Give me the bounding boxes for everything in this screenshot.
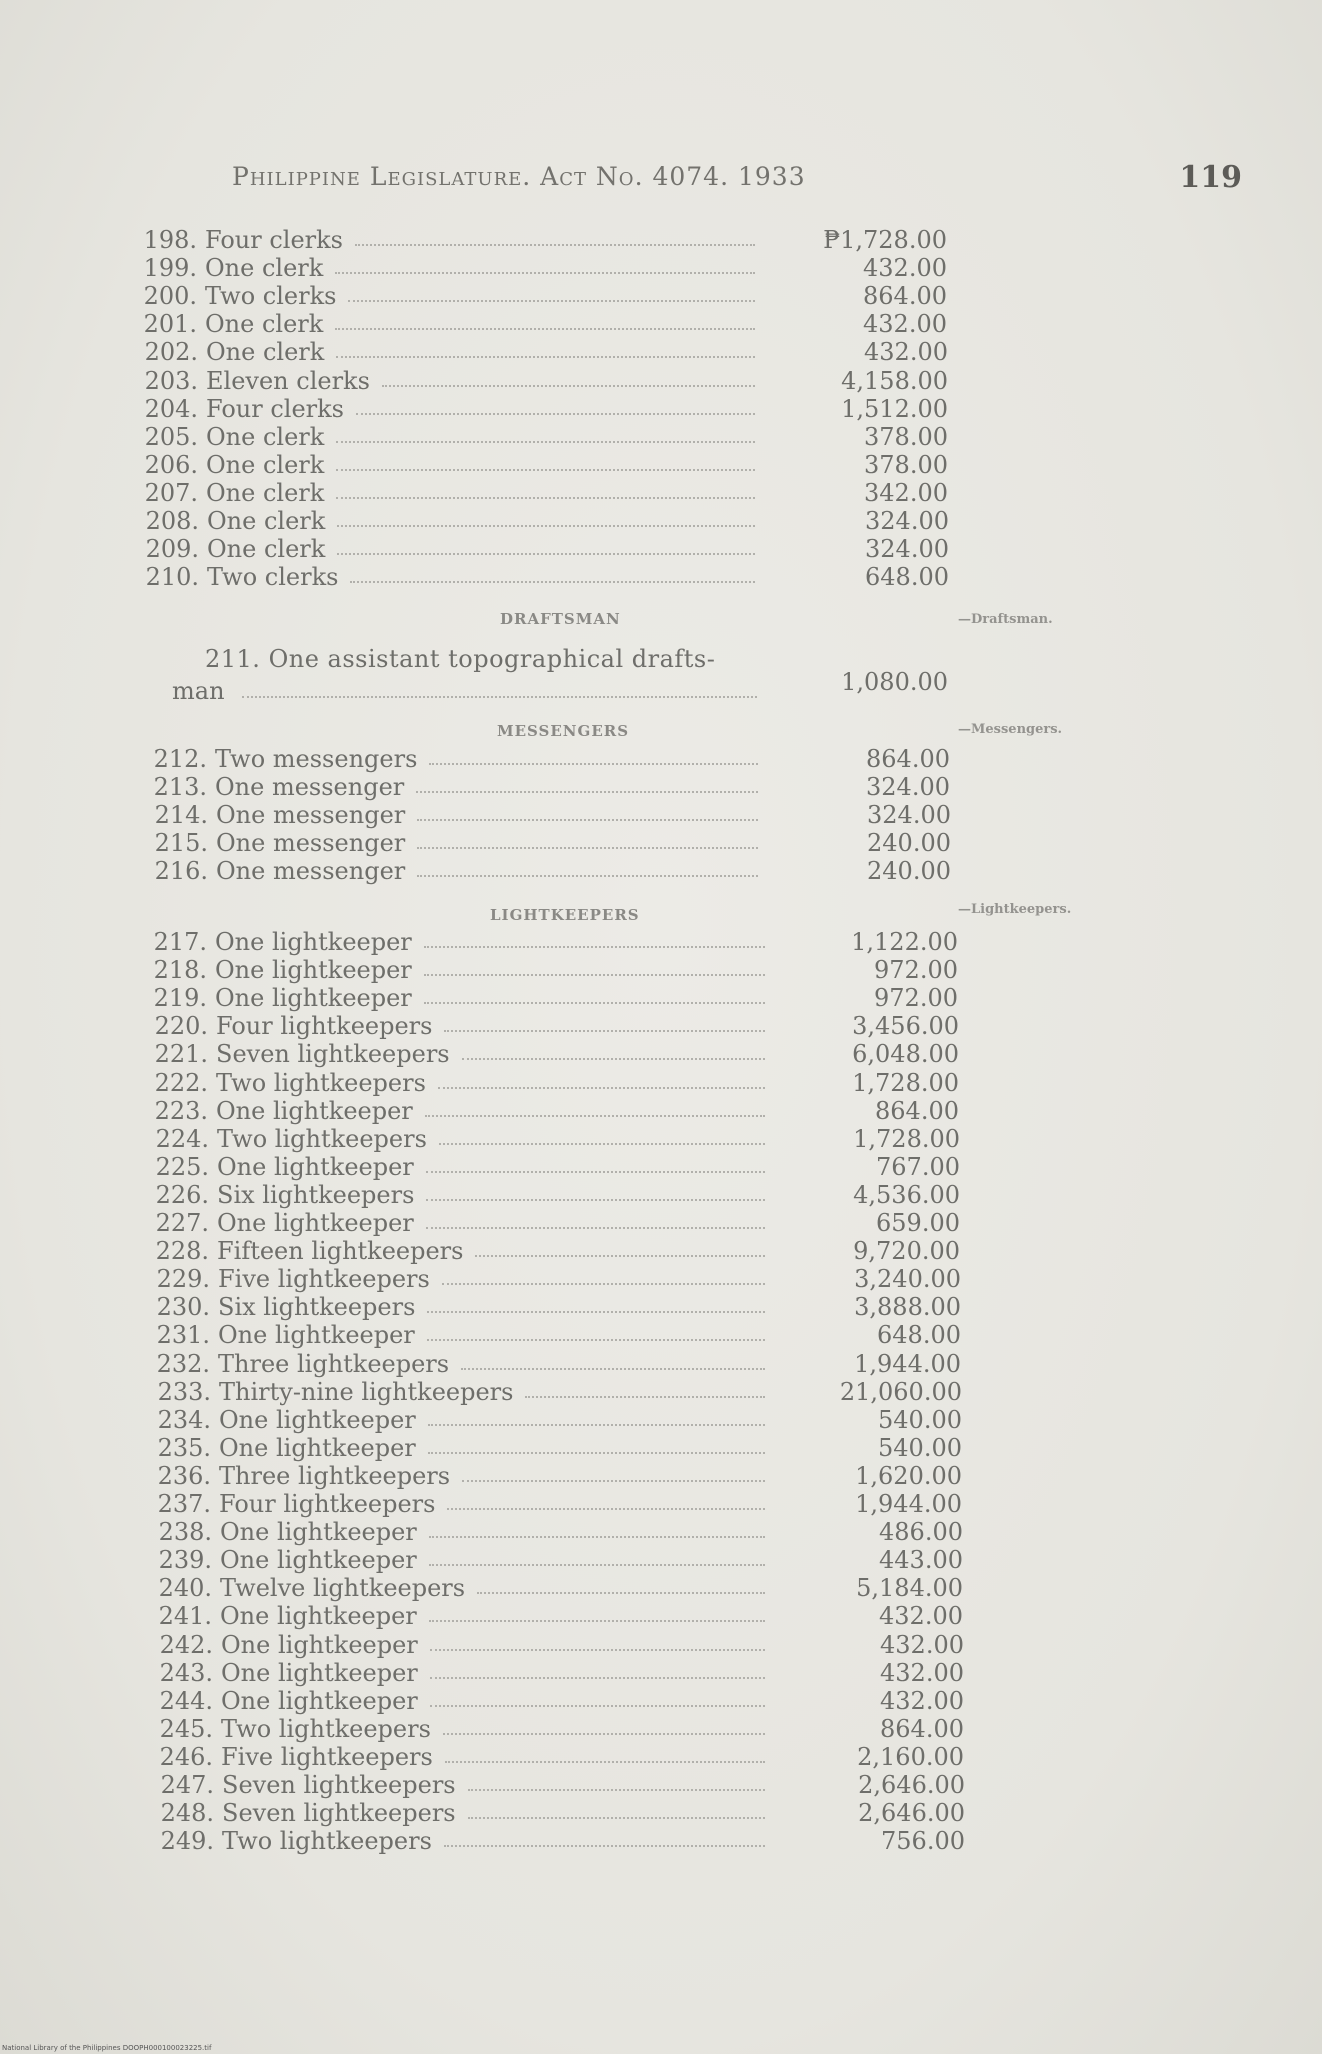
item-amount: 1,728.00 (853, 1124, 960, 1153)
running-header (232, 162, 1242, 198)
item-number: 202. (144, 338, 198, 367)
item-amount: 21,060.00 (839, 1377, 962, 1406)
dot-leader (426, 1143, 765, 1173)
item-label: One lightkeeper (221, 1658, 418, 1687)
item-number: 221. (154, 1040, 208, 1069)
item-number: 235. (157, 1433, 211, 1462)
item-label: One lightkeeper (217, 1209, 414, 1237)
item-amount: 432.00 (864, 338, 948, 367)
item-amount: 324.00 (866, 773, 950, 802)
item-amount: 240.00 (867, 857, 951, 886)
item-number: 234. (157, 1405, 211, 1434)
item-number: 232. (156, 1349, 210, 1378)
item-amount: 2,646.00 (858, 1771, 965, 1799)
section-heading-draftsman: DRAFTSMAN (500, 610, 621, 628)
item-label: Seven lightkeepers (222, 1799, 456, 1828)
dot-leader (461, 1340, 765, 1370)
dot-leader (355, 216, 755, 246)
section-heading-lightkeepers: LIGHTKEEPERS (490, 906, 640, 924)
item-label: Two clerks (207, 563, 339, 592)
header-title: Philippine Legislature. Act No. 4074. 1933 (232, 162, 806, 191)
item-number: 241. (158, 1602, 212, 1631)
item-label: One clerk (206, 478, 325, 507)
list-item (129, 563, 757, 591)
item-label: One messenger (216, 801, 406, 830)
dot-leader (429, 1536, 765, 1566)
item-number: 248. (160, 1799, 214, 1828)
item-label: One clerk (207, 535, 326, 564)
item-number: 231. (156, 1321, 210, 1350)
item-number: 237. (157, 1490, 211, 1518)
dot-leader (438, 1059, 765, 1089)
dot-leader (427, 1311, 765, 1341)
item-number: 199. (143, 254, 197, 283)
dot-leader (335, 244, 755, 274)
dot-leader (426, 1171, 765, 1201)
dot-leader (417, 819, 758, 849)
item-amount: 324.00 (867, 801, 951, 830)
item-number: 224. (155, 1124, 209, 1153)
item-amount: 1,728.00 (852, 1068, 959, 1097)
item-amount: 4,158.00 (841, 366, 948, 395)
item-label: Six lightkeepers (218, 1293, 416, 1322)
item-number: 245. (159, 1714, 213, 1743)
item-amount: 864.00 (863, 282, 947, 311)
item-number: 244. (159, 1686, 213, 1715)
item-amount: 756.00 (881, 1827, 965, 1856)
item-number: 210. (145, 563, 199, 592)
dot-leader (444, 1817, 765, 1847)
item-label: Thirty-nine lightkeepers (219, 1377, 514, 1406)
dot-leader (424, 974, 765, 1004)
item-number: 233. (157, 1377, 211, 1406)
item-number: 213. (153, 773, 207, 802)
item-number: 200. (143, 282, 197, 311)
dot-leader (427, 1283, 765, 1313)
item-label: Five lightkeepers (221, 1742, 433, 1771)
item-label: Four clerks (206, 394, 344, 423)
dot-leader (242, 668, 757, 698)
item-number: 230. (156, 1293, 210, 1322)
marginal-note-messengers: —Messengers. (958, 722, 1063, 737)
dot-leader (429, 735, 758, 765)
item-number: 243. (159, 1658, 213, 1687)
item-amount: 972.00 (874, 984, 958, 1013)
dot-leader (350, 553, 755, 583)
dot-leader (416, 763, 758, 793)
item-amount: 767.00 (876, 1152, 960, 1181)
item-number: 229. (156, 1265, 210, 1294)
item-amount: 324.00 (865, 507, 949, 535)
item-label: Two clerks (205, 282, 337, 311)
item-amount: 864.00 (866, 745, 950, 773)
item-amount: 432.00 (863, 310, 947, 339)
item-amount: 378.00 (864, 422, 948, 451)
marginal-note-draftsman: —Draftsman. (958, 612, 1053, 627)
item-number: 205. (144, 422, 198, 451)
item-number: 215. (154, 829, 208, 858)
item-label: One clerk (205, 310, 324, 339)
dot-leader (335, 300, 755, 330)
item-amount: 378.00 (864, 450, 948, 479)
item-number: 226. (155, 1180, 209, 1209)
item-number: 212. (153, 745, 207, 773)
item-label: One lightkeeper (220, 1546, 417, 1575)
item-label: One lightkeeper (216, 1096, 413, 1125)
item-number: 204. (144, 394, 198, 423)
item-amount: 9,720.00 (853, 1237, 960, 1266)
dot-leader (430, 1649, 765, 1679)
item-amount: 486.00 (879, 1518, 963, 1547)
item-number: 246. (159, 1742, 213, 1771)
item-amount: 1,620.00 (855, 1461, 962, 1490)
item-label: One clerk (206, 450, 325, 479)
item-label: Fifteen lightkeepers (217, 1237, 464, 1266)
item-amount: 3,456.00 (852, 1012, 959, 1041)
item-amount: 3,888.00 (854, 1293, 961, 1322)
item-label: One lightkeeper (215, 956, 412, 985)
item-number: 247. (160, 1771, 214, 1799)
item-label: One lightkeeper (215, 984, 412, 1013)
dot-leader (475, 1227, 765, 1257)
item-number: 219. (153, 984, 207, 1013)
item-amount: 1,944.00 (854, 1349, 961, 1378)
item-label: Two lightkeepers (221, 1714, 431, 1743)
dot-leader (445, 1733, 765, 1763)
list-item (144, 1827, 772, 1855)
item-number: 206. (144, 450, 198, 479)
section-heading-messengers: MESSENGERS (497, 722, 630, 740)
item-label: One clerk (206, 338, 325, 367)
dot-leader (444, 1002, 765, 1032)
item-amount: 3,240.00 (854, 1265, 961, 1294)
dot-leader (429, 1592, 765, 1622)
item-number: 225. (155, 1152, 209, 1181)
item-label: Two lightkeepers (217, 1124, 427, 1153)
item-amount: 1,122.00 (851, 928, 958, 956)
item-label: One lightkeeper (221, 1686, 418, 1715)
item-label: One lightkeeper (219, 1405, 416, 1434)
dot-leader (382, 357, 755, 387)
item-label: One clerk (205, 254, 324, 283)
item-number: 249. (160, 1827, 214, 1856)
dot-leader (477, 1564, 765, 1594)
item-amount: 648.00 (877, 1321, 961, 1350)
dot-leader (430, 1677, 765, 1707)
list-item (138, 857, 759, 885)
item-label: One messenger (215, 773, 405, 802)
item-number: 201. (143, 310, 197, 339)
item-label: One clerk (207, 507, 326, 535)
dot-leader (430, 1621, 765, 1651)
item-amount: 5,184.00 (856, 1574, 963, 1603)
item-amount: 540.00 (878, 1433, 962, 1462)
item-label: One lightkeeper (220, 1518, 417, 1547)
dot-leader (425, 1087, 765, 1117)
item-number: 217. (153, 928, 207, 956)
dot-leader (336, 469, 755, 499)
item-amount: 432.00 (880, 1686, 964, 1715)
dot-leader (424, 946, 765, 976)
dot-leader (439, 1115, 765, 1145)
item-number: 227. (155, 1209, 209, 1237)
item-label: Two messengers (215, 745, 418, 773)
scan-footer-tag: National Library of the Philippines DOOPH000100023225.tif (2, 2044, 212, 2052)
item-number: 240. (158, 1574, 212, 1603)
item-label: Four lightkeepers (219, 1490, 436, 1518)
item-amount: 324.00 (865, 535, 949, 564)
draftsman-item-line1: 211. One assistant topographical drafts- (205, 645, 716, 673)
dot-leader (428, 1424, 765, 1454)
item-number: 222. (154, 1068, 208, 1097)
item-label: One clerk (206, 422, 325, 451)
item-label: One lightkeeper (215, 928, 412, 956)
item-amount: 540.00 (878, 1405, 962, 1434)
dot-leader (336, 413, 755, 443)
item-number: 214. (154, 801, 208, 830)
item-amount: 443.00 (879, 1546, 963, 1575)
item-label: Twelve lightkeepers (220, 1574, 466, 1603)
item-label: Seven lightkeepers (222, 1771, 456, 1799)
item-amount: 432.00 (879, 1602, 963, 1631)
item-label: Eleven clerks (206, 366, 370, 395)
item-number: 238. (158, 1518, 212, 1547)
draftsman-amount: 1,080.00 (841, 668, 948, 696)
item-label: Two lightkeepers (216, 1068, 426, 1097)
item-number: 216. (154, 857, 208, 886)
dot-leader (424, 918, 765, 948)
item-number: 239. (158, 1546, 212, 1575)
dot-leader (429, 1508, 765, 1538)
item-number: 223. (154, 1096, 208, 1125)
draftsman-item-line2 (172, 676, 762, 706)
dot-leader (462, 1452, 765, 1482)
item-amount: 1,512.00 (841, 394, 948, 423)
item-label: Two lightkeepers (222, 1827, 432, 1856)
item-number: 207. (144, 478, 198, 507)
item-amount: 864.00 (880, 1714, 964, 1743)
item-amount: 240.00 (867, 829, 951, 858)
item-number: 228. (155, 1237, 209, 1266)
dot-leader (468, 1789, 765, 1819)
item-label: Four clerks (205, 226, 343, 254)
dot-leader (426, 1199, 765, 1229)
item-label: One messenger (216, 857, 406, 886)
dot-leader (337, 497, 755, 527)
page-number: 119 (1179, 160, 1242, 195)
dot-leader (348, 272, 755, 302)
item-amount: 432.00 (880, 1658, 964, 1687)
item-label: Five lightkeepers (218, 1265, 430, 1294)
dot-leader (462, 1030, 765, 1060)
dot-leader (336, 328, 755, 358)
item-amount: 2,160.00 (857, 1742, 964, 1771)
item-number: 220. (154, 1012, 208, 1041)
item-amount: 6,048.00 (852, 1040, 959, 1069)
item-label: One lightkeeper (218, 1321, 415, 1350)
item-amount: 432.00 (863, 254, 947, 283)
item-amount: 972.00 (874, 956, 958, 985)
dot-leader (336, 441, 755, 471)
item-label: Seven lightkeepers (216, 1040, 450, 1069)
item-label: Three lightkeepers (218, 1349, 450, 1378)
item-amount: 648.00 (865, 563, 949, 592)
item-label: Three lightkeepers (219, 1461, 451, 1490)
dot-leader (417, 847, 758, 877)
item-label: One messenger (216, 829, 406, 858)
item-amount: 4,536.00 (853, 1180, 960, 1209)
item-number: 236. (157, 1461, 211, 1490)
item-amount: 864.00 (875, 1096, 959, 1125)
item-amount: 1,944.00 (855, 1490, 962, 1518)
item-number: 218. (153, 956, 207, 985)
item-label: Six lightkeepers (217, 1180, 415, 1209)
dot-leader (428, 1396, 765, 1426)
dot-leader (468, 1761, 765, 1791)
item-label: One lightkeeper (217, 1152, 414, 1181)
draftsman-item-line2-text: man (172, 677, 225, 705)
dot-leader (356, 385, 755, 415)
item-label: One lightkeeper (219, 1433, 416, 1462)
item-number: 208. (145, 507, 199, 535)
dot-leader (525, 1368, 765, 1398)
item-number: 242. (159, 1630, 213, 1659)
item-label: Four lightkeepers (216, 1012, 433, 1041)
item-amount: 659.00 (876, 1209, 960, 1237)
marginal-note-lightkeepers: —Lightkeepers. (958, 902, 1072, 917)
dot-leader (417, 791, 758, 821)
dot-leader (337, 525, 755, 555)
item-amount: 432.00 (880, 1630, 964, 1659)
item-amount: 2,646.00 (858, 1799, 965, 1828)
item-label: One lightkeeper (221, 1630, 418, 1659)
dot-leader (447, 1480, 765, 1510)
item-amount: 342.00 (864, 478, 948, 507)
item-label: One lightkeeper (220, 1602, 417, 1631)
item-number: 203. (144, 366, 198, 395)
item-amount: ₱1,728.00 (823, 226, 947, 254)
item-number: 198. (143, 226, 197, 254)
dot-leader (442, 1255, 765, 1285)
dot-leader (443, 1705, 765, 1735)
item-number: 209. (145, 535, 199, 564)
